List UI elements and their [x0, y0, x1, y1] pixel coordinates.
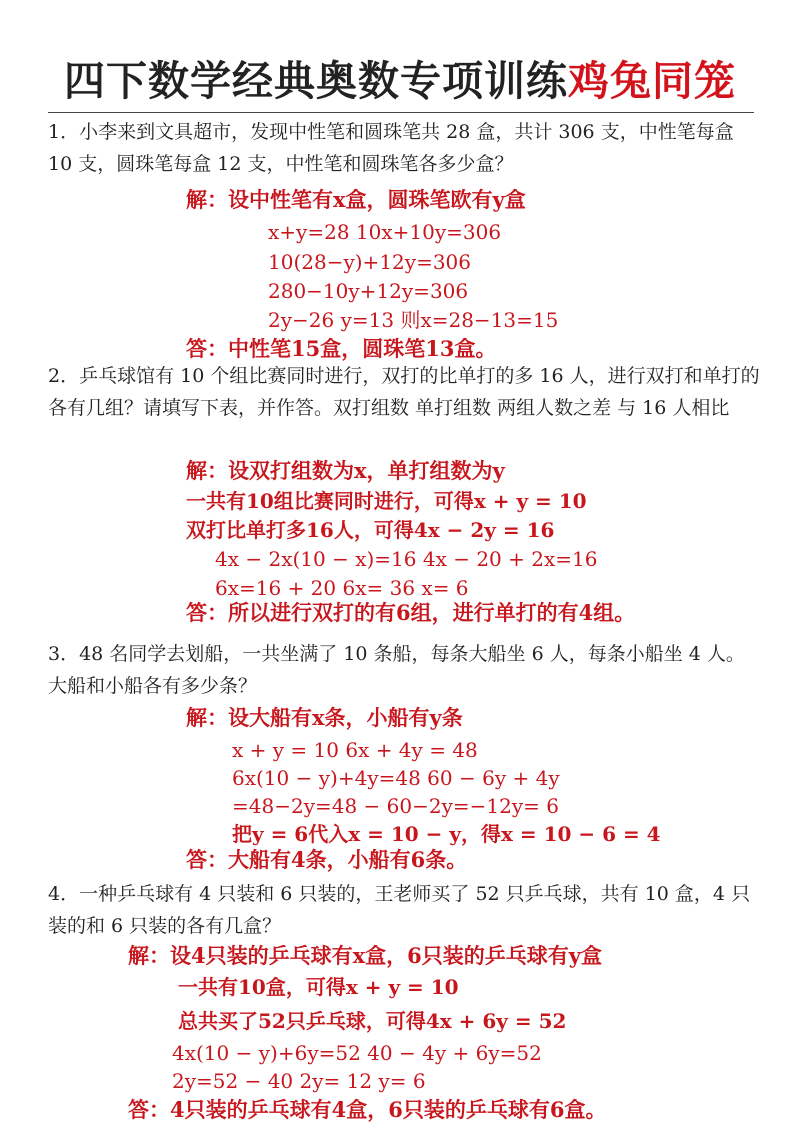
title-main: 四下数学经典奥数专项训练	[64, 57, 568, 105]
title-divider	[48, 112, 754, 113]
problem-4-answer: 答：4只装的乒乓球有4盒，6只装的乒乓球有6盒。	[128, 1097, 607, 1122]
problem-2-step: 4x − 2x(10 − x)=16 4x − 20 + 2x=16	[215, 547, 598, 571]
problem-4-step: 2y=52 − 40 2y= 12 y= 6	[172, 1069, 426, 1093]
problem-4-step: 一共有10盒，可得x + y = 10	[178, 975, 459, 999]
page-title	[0, 48, 800, 107]
problem-3-answer: 答：大船有4条，小船有6条。	[186, 847, 468, 872]
problem-1-step: 10(28−y)+12y=306	[268, 250, 471, 274]
problem-3-question: 3．48 名同学去划船，一共坐满了 10 条船，每条大船坐 6 人，每条小船坐 4 人。大船和小船各有多少条？	[48, 643, 745, 697]
problem-2-answer: 答：所以进行双打的有6组，进行单打的有4组。	[186, 600, 636, 625]
problem-1-solution-setup: 解：设中性笔有x盒，圆珠笔欧有y盒	[186, 187, 526, 212]
problem-2-question: 2．乒乓球馆有 10 个组比赛同时进行，双打的比单打的多 16 人，进行双打和单打的各有几组？请填写下表，并作答。双打组数 单打组数 两组人数之差 与 16 人相比	[48, 365, 760, 419]
problem-3-step: x + y = 10 6x + 4y = 48	[232, 738, 478, 762]
problem-1-step: x+y=28 10x+10y=306	[268, 220, 502, 244]
problem-3-step: =48−2y=48 − 60−2y=−12y= 6	[232, 794, 560, 818]
title-highlight: 鸡兔同笼	[568, 57, 736, 105]
problem-1-step: 280−10y+12y=306	[268, 279, 469, 303]
problem-4-step: 4x(10 − y)+6y=52 40 − 4y + 6y=52	[172, 1041, 542, 1065]
problem-4-question: 4．一种乒乓球有 4 只装和 6 只装的，王老师买了 52 只乒乓球，共有 10 盒，4 只装的和 6 只装的各有几盒？	[48, 883, 751, 937]
problem-1-question: 1．小李来到文具超市，发现中性笔和圆珠笔共 28 盒，共计 306 支，中性笔每盒 10 支，圆珠笔每盒 12 支，中性笔和圆珠笔各多少盒？	[48, 121, 734, 175]
problem-1-answer: 答：中性笔15盒，圆珠笔13盒。	[186, 336, 497, 361]
problem-2-step: 6x=16 + 20 6x= 36 x= 6	[215, 576, 469, 600]
problem-4-solution-setup: 解：设4只装的乒乓球有x盒，6只装的乒乓球有y盒	[128, 943, 602, 968]
problem-2-solution-setup: 解：设双打组数为x，单打组数为y	[186, 458, 505, 483]
problem-3-step: 6x(10 − y)+4y=48 60 − 6y + 4y	[232, 766, 560, 790]
problem-3-solution-setup: 解：设大船有x条，小船有y条	[186, 705, 463, 730]
problem-2-step: 双打比单打多16人，可得4x − 2y = 16	[186, 518, 555, 542]
problem-1-step: 2y−26 y=13 则x=28−13=15	[268, 308, 559, 332]
problem-4-step: 总共买了52只乒乓球，可得4x + 6y = 52	[178, 1009, 567, 1033]
problem-3-step: 把y = 6代入x = 10 − y，得x = 10 − 6 = 4	[232, 822, 661, 846]
problem-2-step: 一共有10组比赛同时进行，可得x + y = 10	[186, 489, 587, 513]
